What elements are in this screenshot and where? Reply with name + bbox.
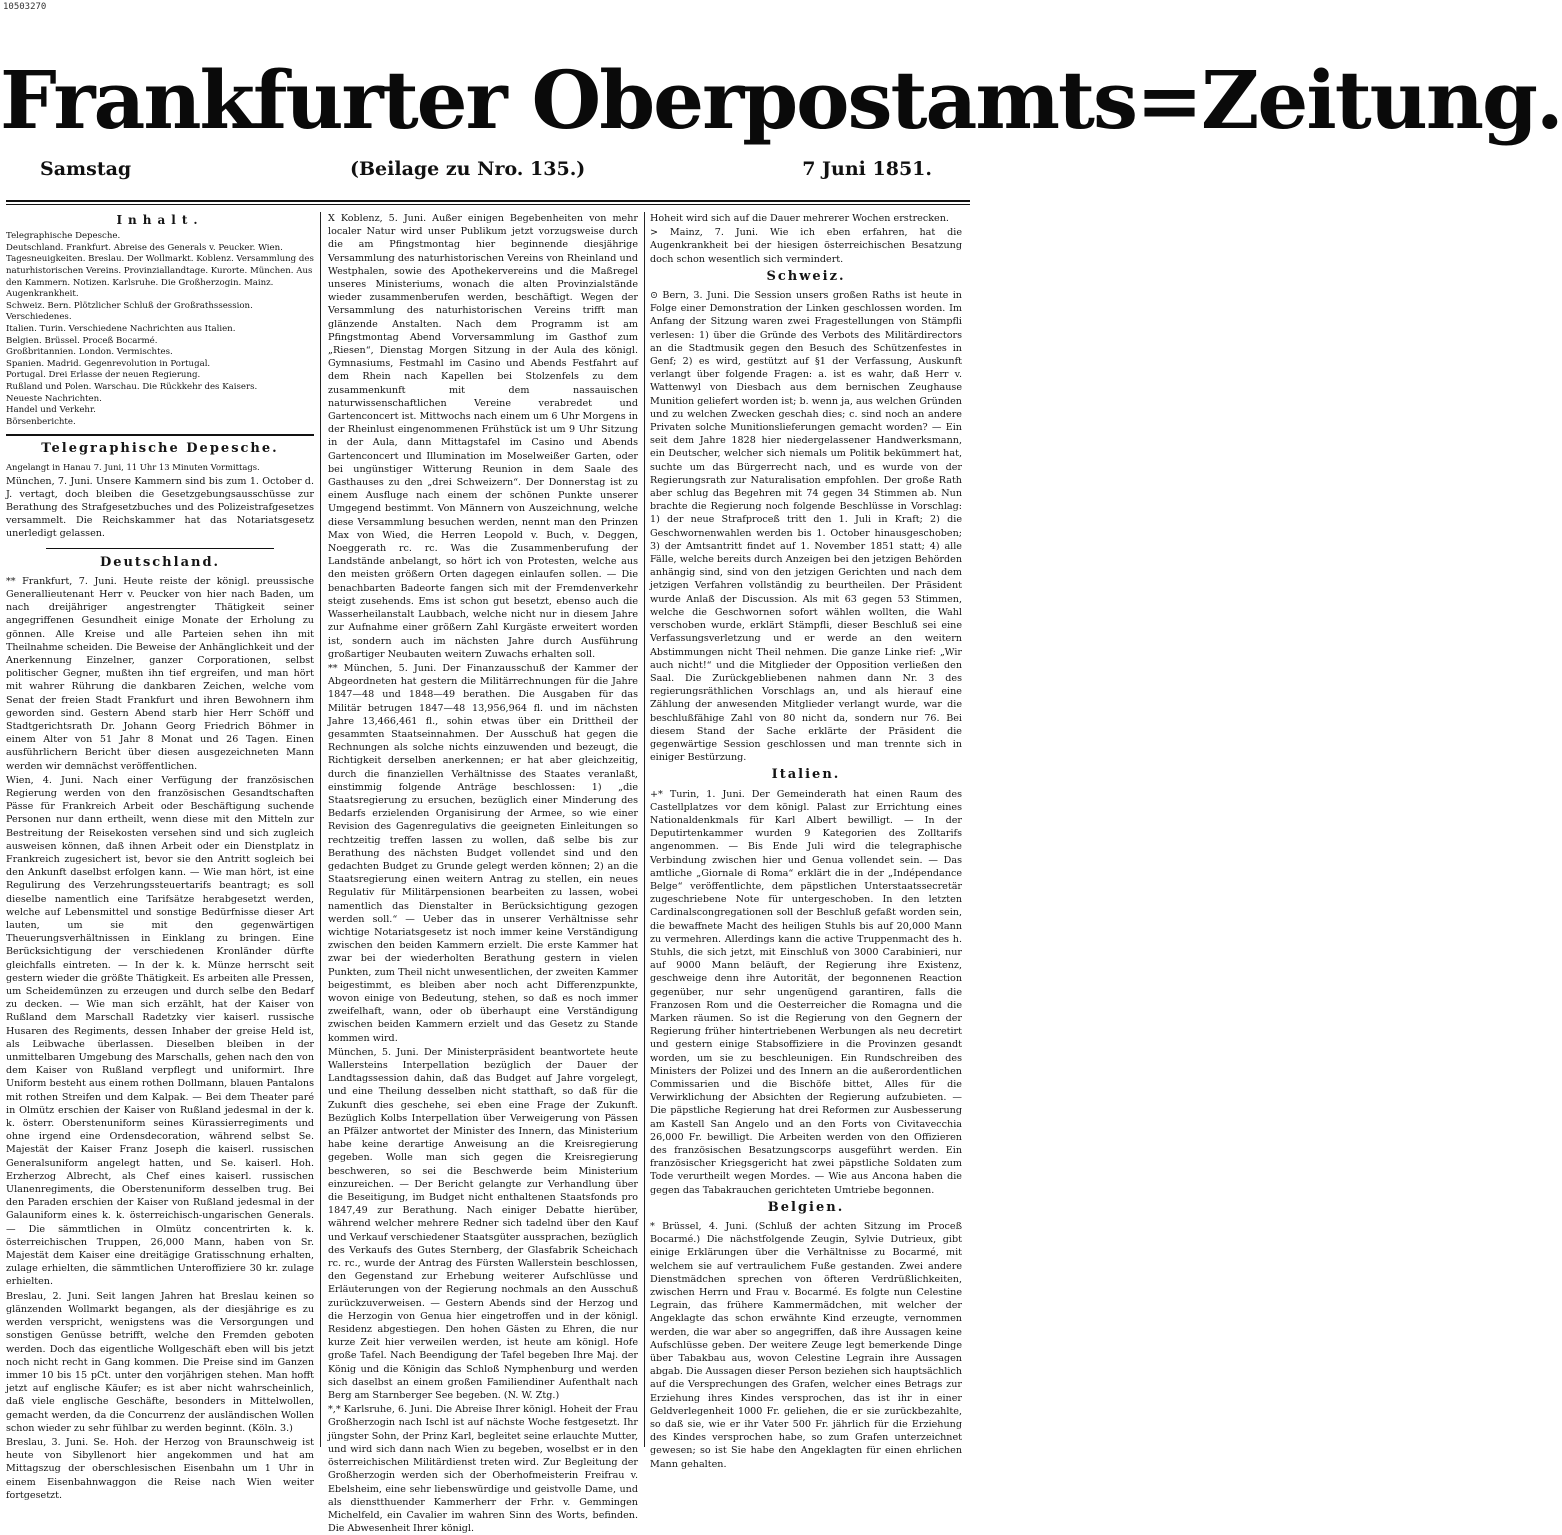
header-rule-thin	[6, 204, 970, 205]
telegraph-text: München, 7. Juni. Unsere Kammern sind bis zum 1. October d. J. vertagt, doch bleiben die Gesetzgebungsausschüsse zur Berathung des Strafgesetzbuches und des Polizeistrafgesetzes versammelt. Die Reichskammer hat das Notariatsgesetz unerledigt gelassen.	[6, 475, 314, 540]
article-paragraph: ⊙ Bern, 3. Juni. Die Session unsers großen Raths ist heute in Folge einer Demonstration der Linken geschlossen worden. Im Anfang der Sitzung waren zwei Fragestellungen von Stämpfli verlesen: 1) über die Gründe des Verbots des Militärdirectors an die Stadtmusik gegen den Besuch des Schützenfestes in Genf; 2) es wird, gestützt auf §1 der Verfassung, Auskunft verlangt über folgende Fragen: a. ist es wahr, daß Herr v. Wattenwyl von Diesbach aus dem bernischen Zeughause Munition geliefert worden ist; b. wenn ja, aus welchen Gründen und zu welchen Zwecken geschah dies; c. sind noch an andere Privaten solche Munitionslieferungen gemacht worden? — Ein seit dem Jahre 1828 hier niedergelassener Handwerksmann, ein Deutscher, welcher sich niemals um Politik bekümmert hat, suchte um das Bürgerrecht nach, und es wurde von der Regierungsrath zur Naturalisation empfohlen. Der große Rath aber schlug das Begehren mit 74 gegen 34 Stimmen ab. Nun brachte die Regierung noch folgende Beschlüsse in Vorschlag: 1) der neue Strafproceß tritt den 1. Juli in Kraft; 2) die Geschwornenwahlen werden bis 1. October hinausgeschoben; 3) der Amtsantritt findet auf 1. November 1851 statt; 4) alle Fälle, welche bereits durch Anzeigen bei den jetzigen Behörden anhängig sind, sind von den jetzigen Gerichten und nach dem jetzigen Verfahren vollständig zu beurtheilen. Der Präsident wurde Anlaß der Discussion. Als mit 63 gegen 53 Stimmen, welche die Geschwornen sofort wählen wollten, die Wahl verschoben wurde, erklärt Stämpfli, dieser Beschluß sei eine Verfassungsverletzung und er werde an den weitern Abstimmungen nicht Theil nehmen. Die ganze Linke rief: „Wir auch nicht!“ und die Mitglieder der Opposition verließen den Saal. Die Zurückgebliebenen nahmen dann Nr. 3 des regierungsräthlichen Vorschlags an, und als hierauf eine Zählung der anwesenden Mitglieder verlangt wurde, war die beschlußfähige Zahl von 80 nicht da, sondern nur 76. Bei diesem Stand der Sache erklärte der Präsident die gegenwärtige Session geschlossen und man trennte sich in einiger Bestürzung.	[650, 290, 962, 764]
section-title-deutschland: Deutschland.	[99, 554, 221, 570]
column-3	[650, 212, 962, 1470]
header-rule	[6, 200, 970, 202]
toc-line: Deutschland. Frankfurt. Abreise des Generals v. Peucker. Wien. Tagesneuigkeiten. Breslau. Der Wollmarkt. Koblenz. Versammlung des naturhistorischen Vereins. Provinziallandtage. Kurorte. München. Aus den Kammern. Notizen. Karlsruhe. Die Großherzogin. Mainz. Augenkrankheit.	[6, 242, 314, 300]
article-paragraph: X Koblenz, 5. Juni. Außer einigen Begebenheiten von mehr localer Natur wird unser Publikum jetzt vorzugsweise durch die am Pfingstmontag hier beginnende diesjährige Versammlung des naturhistorischen Vereins von Rheinland und Westphalen, sowie des Apothekervereins und die Maßregel unseres Ministeriums, wonach die alten Provinzialstände wieder zusammenberufen werden, beschäftigt. Wegen der Versammlung des naturhistorischen Vereins trifft man glänzende Anstalten. Nach dem Programm ist am Pfingstmontag Abend Vorversammlung im Gasthof zum „Riesen“, Dienstag Morgen Sitzung in der Aula des königl. Gymnasiums, Festmahl im Casino und Abends Festfahrt auf dem Rhein nach Kapellen bei Stolzenfels zu dem zusammenkunft mit dem nassauischen naturwissenschaftlichen Vereine verabredet und Gartenconcert ist. Mittwochs nach einem um 6 Uhr Morgens in der Rheinlust eingenommenen Frühstück ist um 9 Uhr Sitzung in der Aula, dann Mittagstafel im Casino und Abends Gartenconcert und Illumination im Moselweißer Garten, oder bei ungünstiger Witterung Reunion in dem Saale des Gasthauses zu den „drei Schweizern“. Der Donnerstag ist zu einem Ausfluge nach einem der schönen Punkte unserer Umgegend bestimmt. Von Männern von Auszeichnung, welche diese Versammlung besuchen werden, nennt man den Prinzen Max von Wied, die Herren Leopold v. Buch, v. Deggen, Noeggerath rc. rc. Was die Zusammenberufung der Landstände anbelangt, so hört ich von Protesten, welche aus den meisten größern Orten dagegen einlaufen sollen. — Die benachbarten Badeorte fangen sich mit der Fremdenverkehr steigt zusehends. Ems ist schon gut besetzt, ebenso auch die Wasserheilanstalt Laubbach, welche nicht nur in diesem Jahre zur Aufnahme einer größern Zahl Kurgäste erweitert worden ist, sondern auch im nächsten Jahre durch Ausführung großartiger Neubauten weitern Zuwachs erhalten soll.	[328, 213, 638, 660]
article-paragraph: *,* Karlsruhe, 6. Juni. Die Abreise Ihrer königl. Hoheit der Frau Großherzogin nach Ischl ist auf nächste Woche festgesetzt. Ihr jüngster Sohn, der Prinz Karl, begleitet seine erlauchte Mutter, und wird sich dann nach Wien zu begeben, woselbst er in den österreichischen Militärdienst treten wird. Zur Begleitung der Großherzogin werden sich der Oberhofmeisterin Freifrau v. Ebelsheim, eine sehr liebenswürdige und geistvolle Dame, und als dienstthuender Kammerherr der Frhr. v. Gemmingen Michelfeld, ein Cavalier im wahren Sinn des Worts, befinden. Die Abwesenheit Ihrer königl.	[328, 1404, 638, 1535]
issue-day: Samstag	[40, 158, 132, 180]
telegraph-note: Angelangt in Hanau 7. Juni, 11 Uhr 13 Minuten Vormittags.	[6, 461, 260, 472]
section-title-schweiz: Schweiz.	[766, 268, 846, 284]
toc-line: Großbritannien. London. Vermischtes.	[6, 347, 173, 358]
toc-line: Börsenberichte.	[6, 416, 76, 427]
column-rule-2	[644, 212, 645, 1447]
toc-line: Telegraphische Depesche.	[6, 231, 121, 242]
column-1	[6, 212, 314, 1501]
article-paragraph: München, 5. Juni. Der Ministerpräsident beantwortete heute Wallersteins Interpellation bezüglich der Dauer der Landtagssession dahin, daß das Budget auf Jahre vorgelegt, und eine Theilung desselben nicht statthaft, so daß für die Zukunft dies geschehe, sei eben eine Frage der Zukunft. Bezüglich Kolbs Interpellation über Verweigerung von Pässen an Pfälzer antwortet der Minister des Innern, das Ministerium habe keine derartige Anweisung an die Kreisregierung gegeben. Wolle man sich gegen die Kreisregierung beschweren, so sei die Beschwerde beim Ministerium einzureichen. — Der Bericht gelangte zur Verhandlung über die Beseitigung, im Budget nicht enthaltenen Staatsfonds pro 1847,49 zur Berathung. Nach einiger Debatte hierüber, während welcher mehrere Redner sich tadelnd über den Kauf und Verkauf verschiedener Staatsgüter aussprachen, bezüglich des Verkaufs des Gutes Sternberg, der Glasfabrik Scheichach rc. rc., wurde der Antrag des Fürsten Wallerstein beschlossen, den Gegenstand zur Erhebung weiterer Aufschlüsse und Erläuterungen von der Regierung nochmals an den Ausschuß zurückzuverweisen. — Gestern Abends sind der Herzog und die Herzogin von Genua hier eingetroffen und in der königl. Residenz abgestiegen. Den hohen Gästen zu Ehren, die nur kurze Zeit hier verweilen werden, ist heute am königl. Hofe große Tafel. Nach Beendigung der Tafel begeben Ihre Maj. der König und die Königin das Schloß Nymphenburg und werden sich daselbst an einem großen Familiendiner Aufenthalt nach Berg am Starnberger See begeben. (N. W. Ztg.)	[328, 1046, 638, 1402]
article-paragraph: ** Frankfurt, 7. Juni. Heute reiste der königl. preussische Generallieutenant Herr v. Peucker von hier nach Baden, um nach dreijähriger angestrengter Thätigkeit seiner angegriffenen Gesundheit einige Monate der Erholung zu gönnen. Alle Kreise und alle Parteien sehen ihn mit Theilnahme scheiden. Die Beweise der Anhänglichkeit und der Anerkennung Einzelner, ganzer Corporationen, selbst politischer Gegner, mußten ihn tief ergreifen, und man hört mit wahrer Rührung die dankbaren Zeichen, welche vom Senat der freien Stadt Frankfurt und ihren Bewohnern ihm geworden sind. Gestern Abend starb hier Herr Schöff und Stadtgerichtsrath Dr. Johann Georg Friedrich Böhmer in einem Alter von 51 Jahr 8 Monat und 26 Tagen. Einen ausführlichern Bericht über diesen ausgezeichneten Mann werden wir demnächst veröffentlichen.	[6, 575, 314, 772]
section-divider	[6, 434, 314, 436]
table-of-contents	[6, 231, 314, 428]
toc-line: Belgien. Brüssel. Proceß Bocarmé.	[6, 335, 158, 346]
column-2	[328, 212, 638, 1535]
article-paragraph: Hoheit wird sich auf die Dauer mehrerer Wochen erstrecken.	[650, 213, 949, 224]
toc-line: Handel und Verkehr.	[6, 405, 96, 416]
section-title-italien: Italien.	[771, 767, 841, 783]
article-paragraph: +* Turin, 1. Juni. Der Gemeinderath hat einen Raum des Castellplatzes vor dem königl. Palast zur Errichtung eines Nationaldenkmals für Karl Albert bewilligt. — In der Deputirtenkammer wurden 9 Kategorien des Zolltarifs angenommen. — Bis Ende Juli wird die telegraphische Verbindung zwischen hier und Genua vollendet sein. — Das amtliche „Giornale di Roma“ erklärt die in der „Indépendance Belge“ veröffentlichte, dem päpstlichen Unterstaatssecretär zugeschriebene Note für untergeschoben. In den letzten Cardinalscongregationen soll der Beschluß gefaßt worden sein, die bewaffnete Macht des heiligen Stuhls bis auf 20,000 Mann zu vermehren. Allerdings kann die active Truppenmacht des h. Stuhls, die sich jetzt, mit Einschluß von 3000 Carabinieri, nur auf 9000 Mann beläuft, der Regierung ihre Existenz, geschweige denn ihre Autorität, der begonnenen Reaction gegenüber, nur sehr ungenügend garantiren, falls die Franzosen Rom und die Oesterreicher die Romagna und die Marken räumen. So ist die Regierung von den Gegnern der Regierung früher hintertriebenen Werbungen als neu decretirt und gestern einige Stabsoffiziere in die Provinzen gesandt worden, um sie zu beschleunigen. Ein Rundschreiben des Ministers der Polizei und des Innern an die außerordentlichen Commissarien und die Bischöfe bittet, Alles für die Verwirklichung der Absichten der Regierung aufzubieten. — Die päpstliche Regierung hat drei Reformen zur Ausbesserung am Kastell San Angelo und an den Forts von Civitavecchia 26,000 Fr. bewilligt. Die Arbeiten werden von den Offizieren des französischen Besatzungscorps ausgeführt werden. Ein französischer Kriegsgericht hat zwei päpstliche Soldaten zum Tode verurtheilt wegen Mordes. — Wie aus Ancona haben die gegen das Tabakrauchen gerichteten Umtriebe begonnen.	[650, 788, 962, 1196]
article-paragraph: Breslau, 2. Juni. Seit langen Jahren hat Breslau keinen so glänzenden Wollmarkt begangen, als der diesjährige es zu werden verspricht, wenigstens was die Versorgungen und sonstigen Genüsse betrifft, welche den Fremden geboten werden. Doch das eigentliche Wollgeschäft eben will bis jetzt noch nicht recht in Gang kommen. Die Preise sind im Ganzen immer 10 bis 15 pCt. unter den vorjährigen stehen. Man hofft jetzt auf englische Käufer; es ist aber nicht wahrscheinlich, daß viele englische Geschäfte, besonders in Mittelwollen, gemacht werden, da die Concurrenz der ausländischen Wollen schon wieder zu sehr fühlbar zu werden beginnt. (Köln. 3.)	[6, 1290, 314, 1434]
toc-title: Inhalt.	[116, 213, 204, 227]
article-paragraph: * Brüssel, 4. Juni. (Schluß der achten Sitzung im Proceß Bocarmé.) Die nächstfolgende Zeugin, Sylvie Dutrieux, gibt einige Erklärungen über die Verhältnisse zu Bocarmé, mit welchem sie auf vertraulichem Fuße gestanden. Zwei andere Dienstmädchen sprechen von öfteren Verdrüßlichkeiten, zwischen Herrn und Frau v. Bocarmé. Es folgte nun Celestine Legrain, das frühere Kammermädchen, mit welcher der Angeklagte das schon erwähnte Kind erzeugte, vernommen werden, die war aber so angegriffen, daß ihre Aussagen keine Aufschlüsse geben. Der weitere Zeuge legt bemerkende Dinge über Tabakbau aus, wovon Celestine Legrain ihre Aussagen abgab. Die Aussagen dieser Person beziehen sich hauptsächlich auf die Versprechungen des Grafen, welcher eines Betrags zur Erziehung ihres Kindes versprochen, das ist ihr in einer Geldverlegenheit 1000 Fr. geliehen, die er sie zurückbezahlte, so daß sie, wie er ihr Vater 500 Fr. jährlich für die Erziehung des Kindes versprochen habe, so zum Grafen unterzeichnet gewesen; so ist Sie habe den Angeklagten für einen ehrlichen Mann gehalten.	[650, 1221, 962, 1470]
section-title-belgien: Belgien.	[767, 1199, 845, 1215]
page-id: 10503270	[3, 2, 47, 12]
section-divider	[46, 548, 274, 549]
toc-line: Italien. Turin. Verschiedene Nachrichten aus Italien.	[6, 323, 236, 334]
article-paragraph: ** München, 5. Juni. Der Finanzausschuß der Kammer der Abgeordneten hat gestern die Militärrechnungen für die Jahre 1847—48 und 1848—49 berathen. Die Ausgaben für das Militär betrugen 1847—48 13,956,964 fl. und im nächsten Jahre 13,466,461 fl., sohin etwas über ein Drittheil der gesammten Staatseinnahmen. Der Ausschuß hat gegen die Rechnungen als solche nichts einzuwenden und bezeugt, die Richtigkeit derselben anerkennen; er hat aber gleichzeitig, durch die finanziellen Verhältnisse des Staates veranlaßt, einstimmig folgende Anträge beschlossen: 1) „die Staatsregierung zu ersuchen, bezüglich einer Minderung des Bedarfs erzielenden Organisirung der Armee, so wie einer Revision des Gagenregulativs die geeigneten Einleitungen so rechtzeitig treffen lassen zu wollen, daß selbe bis zur Berathung des nächsten Budget vollendet sind und den gedachten Budget zu Grunde gelegt werden können; 2) an die Staatsregierung einen weitern Antrag zu stellen, ein neues Regulativ für Militärpensionen bearbeiten zu lassen, wobei namentlich das Dienstalter in Berücksichtigung gezogen werden soll.“ — Ueber das in unserer Verhältnisse sehr wichtige Notariatsgesetz ist noch immer keine Verständigung zwischen den beiden Kammern erzielt. Die erste Kammer hat zwar bei der wiederholten Berathung gestern in vielen Punkten, zum Theil nicht unwesentlichen, der zweiten Kammer beigestimmt, es bleiben aber noch acht Differenzpunkte, wovon einige von Bedeutung, stehen, so daß es noch immer zweifelhaft, wann, oder ob überhaupt eine Verständigung zwischen beiden Kammern erzielt und das Gesetz zu Stande kommen wird.	[328, 662, 638, 1044]
article-paragraph: > Mainz, 7. Juni. Wie ich eben erfahren, hat die Augenkrankheit bei der hiesigen österreichischen Besatzung doch schon wesentlich sich vermindert.	[650, 227, 962, 265]
toc-line: Neueste Nachrichten.	[6, 393, 102, 404]
masthead-title: Frankfurter Oberpostamts=Zeitung.	[0, 53, 1562, 147]
article-paragraph: Wien, 4. Juni. Nach einer Verfügung der französischen Regierung werden von den französischen Gesandtschaften Pässe für Frankreich Arbeit oder Beschäftigung suchende Personen nur dann ertheilt, wenn diese mit den Mitteln zur Bestreitung der Reisekosten versehen sind und sich zugleich ausweisen können, daß ihnen Arbeit oder ein Dienstplatz in Frankreich zugesichert ist, bevor sie den Antritt sogleich bei den Ankunft daselbst erfolgen kann. — Wie man hört, ist eine Regulirung des Verzehrungssteuertarifs beantragt; es soll dieselbe namentlich eine Tarifsätze herabgesetzt werden, welche auf Lebensmittel und sonstige Bedürfnisse dieser Art lauten, um sie mit den gegenwärtigen Theuerungsverhältnissen in Einklang zu bringen. Eine Berücksichtigung der verschiedenen Kronländer dürfte gleichfalls eintreten. — In der k. k. Münze herrscht seit gestern wieder die größte Thätigkeit. Es arbeiten alle Pressen, um Scheidemünzen zu erzeugen und durch selbe den Bedarf zu decken. — Wie man sich erzählt, hat der Kaiser von Rußland dem Marschall Radetzky vier kaiserl. russische Husaren des Regiments, dessen Inhaber der greise Held ist, als Leibwache überlassen. Dieselben bleiben in der unmittelbaren Umgebung des Marschalls, gehen nach den von dem Kaiser von Rußland verpflegt und uniformirt. Ihre Uniform besteht aus einem rothen Dollmann, blauen Pantalons mit rothen Streifen und dem Kalpak. — Bei dem Theater paré in Olmütz erschien der Kaiser von Rußland jedesmal in der k. k. österr. Oberstenuniform seines Kürassierregiments und ohne irgend eine Ordensdecoration, während selbst Se. Majestät der Kaiser Franz Joseph die kaiserl. russischen Generalsuniform angelegt hatten, und Se. kaiserl. Hoh. Erzherzog Albrecht, als Chef eines kaiserl. russischen Ulanenregiments, die Oberstenuniform desselben trug. Bei den Paraden erschien der Kaiser von Rußland jedesmal in der Galauniform eines k. k. österreichisch-ungarischen Generals. — Die sämmtlichen in Olmütz concentrirten k. k. österreichischen Truppen, 26,000 Mann, haben von Sr. Majestät dem Kaiser eine dreitägige Gratisschnung erhalten, zulage erhielten, die sämmtlichen Unteroffiziere 30 kr. zulage erhielten.	[6, 774, 314, 1288]
toc-line: Rußland und Polen. Warschau. Die Rückkehr des Kaisers.	[6, 381, 258, 392]
toc-line: Schweiz. Bern. Plötzlicher Schluß der Großrathssession. Verschiedenes.	[6, 300, 253, 323]
telegraph-title: Telegraphische Depesche.	[41, 441, 279, 457]
column-rule-1	[320, 212, 321, 1447]
supplement-label: (Beilage zu Nro. 135.)	[350, 158, 586, 180]
toc-line: Portugal. Drei Erlasse der neuen Regierung.	[6, 370, 201, 381]
toc-line: Spanien. Madrid. Gegenrevolution in Portugal.	[6, 358, 211, 369]
article-paragraph: Breslau, 3. Juni. Se. Hoh. der Herzog von Braunschweig ist heute von Sibyllenort hier angekommen und hat am Mittagszug der oberschlesischen Eisenbahn um 1 Uhr in einem Eisenbahnwaggon die Reise nach Wien weiter fortgesetzt.	[6, 1436, 314, 1501]
issue-date: 7 Juni 1851.	[802, 158, 932, 180]
